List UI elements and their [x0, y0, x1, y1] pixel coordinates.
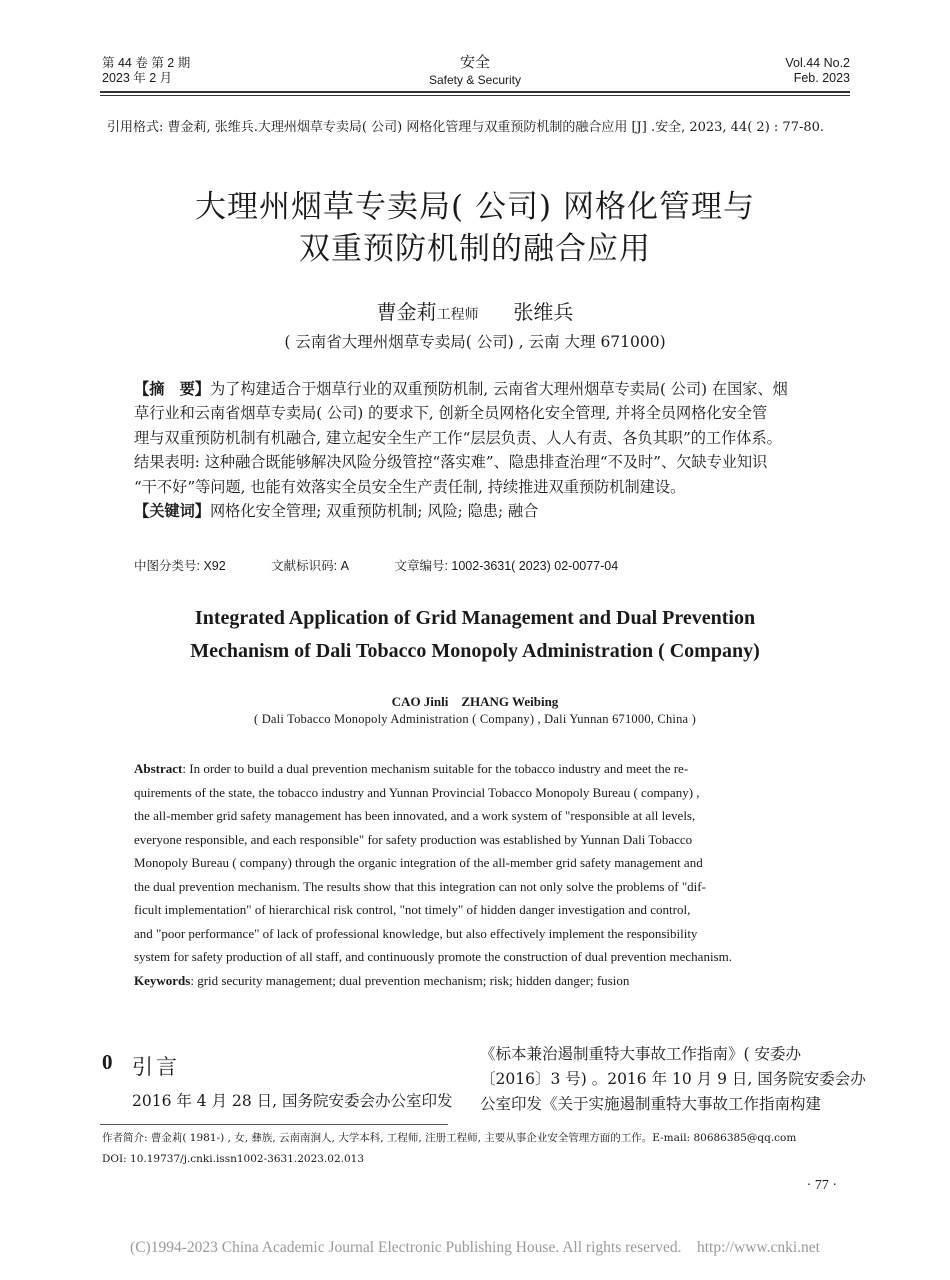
abstract-cn-line: “干不好”等问题, 也能有效落实全员安全生产责任制, 持续推进双重预防机制建设。 — [134, 477, 686, 496]
abstract-en-line: ficult implementation" of hierarchical risk control, "not timely" of hidden danger investigation and control, — [134, 902, 691, 917]
copyright-notice: (C)1994-2023 China Academic Journal Electronic Publishing House. All rights reserved. http://www.cnki.net — [130, 1239, 820, 1256]
abstract-cn — [134, 377, 834, 523]
document-code: 文献标识码: A — [271, 559, 349, 573]
author-1-role: 工程师 — [436, 307, 479, 323]
footnote-author-info: 作者简介: 曹金莉( 1981-) , 女, 彝族, 云南南涧人, 大学本科, 工程师, 注册工程师, 主要从事企业安全管理方面的工作。E-mail: 80686385@qq.com — [102, 1132, 797, 1144]
title-cn — [0, 186, 950, 270]
abstract-en-line: the dual prevention mechanism. The results show that this integration can not only solve the problems of "dif- — [134, 878, 706, 894]
body-right-line: 〔2016〕3 号) 。2016 年 10 月 9 日, 国务院安委会办 — [480, 1070, 866, 1088]
date-en: Feb. 2023 — [793, 71, 850, 85]
authors-cn — [0, 299, 950, 328]
volume-cn: 第 44 卷 第 2 期 — [102, 56, 191, 70]
abstract-cn-label: 【摘 要】 — [134, 380, 210, 398]
title-en-line-1: Integrated Application of Grid Management and Dual Prevention — [194, 607, 756, 629]
authors-en: CAO Jinli ZHANG Weibing — [391, 694, 559, 709]
title-cn-line-2: 双重预防机制的融合应用 — [299, 231, 651, 267]
header-rule-thin — [100, 95, 850, 96]
author-2-name: 张维兵 — [513, 300, 574, 324]
date-cn: 2023 年 2 月 — [102, 71, 173, 85]
volume-en: Vol.44 No.2 — [785, 56, 850, 70]
abstract-cn-line: 草行业和云南省烟草专卖局( 公司) 的要求下, 创新全员网格化安全管理, 并将全员网格化安全管 — [134, 404, 768, 423]
abstract-en-line: the all-member grid safety management has been innovated, and a work system of "responsible at all levels, — [134, 808, 696, 823]
abstract-en — [134, 757, 818, 992]
header-rule-thick — [100, 91, 850, 93]
keywords-cn: 网格化安全管理; 双重预防机制; 风险; 隐患; 融合 — [209, 502, 539, 521]
abstract-cn-line: 为了构建适合于烟草行业的双重预防机制, 云南省大理州烟草专卖局( 公司) 在国家、烟 — [209, 380, 788, 398]
clc-number: 中图分类号: X92 — [134, 559, 226, 573]
classification-line — [134, 556, 660, 574]
page-number: · 77 · — [806, 1178, 837, 1193]
citation-format: 引用格式: 曹金莉, 张维兵.大理州烟草专卖局( 公司) 网格化管理与双重预防机制的融合应用 [J] .安全, 2023, 44( 2) : 77-80. — [107, 120, 825, 135]
footnote-doi: DOI: 10.19737/j.cnki.issn1002-3631.2023.02.013 — [102, 1153, 365, 1165]
keywords-cn-label: 【关键词】 — [134, 502, 210, 521]
author-1-name: 曹金莉 — [376, 300, 437, 324]
title-cn-line-1: 大理州烟草专卖局( 公司) 网格化管理与 — [195, 189, 755, 225]
abstract-en-label: Abstract — [134, 761, 183, 776]
journal-name-en: Safety & Security — [428, 73, 522, 87]
abstract-en-line: : In order to build a dual prevention mechanism suitable for the tobacco industry and meet the re- — [182, 761, 689, 776]
journal-name-cn: 安全 — [459, 54, 490, 71]
body-right-line: 公室印发《关于实施遏制重特大事故工作指南构建 — [480, 1095, 822, 1113]
article-number: 文章编号: 1002-3631( 2023) 02-0077-04 — [394, 559, 619, 573]
affiliation-en: ( Dali Tobacco Monopoly Administration ( Company) , Dali Yunnan 671000, China ) — [254, 712, 696, 726]
body-text-right — [480, 1042, 866, 1117]
body-text-left: 2016 年 4 月 28 日, 国务院安委会办公室印发 — [132, 1092, 453, 1110]
abstract-cn-line: 结果表明: 这种融合既能够解决风险分级管控“落实难”、隐患排查治理“不及时”、欠缺专业知识 — [134, 453, 768, 472]
header-right — [785, 56, 850, 86]
abstract-en-line: everyone responsible, and each responsible" for safety production was established by Yunnan Dali Tobacco — [134, 831, 693, 847]
title-en-line-2: Mechanism of Dali Tobacco Monopoly Administration ( Company) — [190, 640, 760, 662]
abstract-en-line: Monopoly Bureau ( company) through the organic integration of the all-member grid safety management and — [134, 855, 703, 870]
footnote-rule — [100, 1124, 448, 1125]
keywords-en-label: Keywords — [134, 972, 191, 988]
section-title: 引言 — [132, 1055, 180, 1079]
abstract-en-line: and "poor performance" of lack of professional knowledge, but also effectively implement the responsibility — [134, 925, 698, 941]
abstract-en-line: quirements of the state, the tobacco industry and Yunnan Provincial Tobacco Monopoly Bureau ( company) , — [134, 784, 700, 800]
section-number: 0 — [102, 1050, 113, 1074]
body-right-line: 《标本兼治遏制重特大事故工作指南》( 安委办 — [480, 1045, 801, 1063]
affiliation-cn: ( 云南省大理州烟草专卖局( 公司) , 云南 大理 671000) — [284, 333, 666, 351]
abstract-cn-line: 理与双重预防机制有机融合, 建立起安全生产工作“层层负责、人人有责、各负其职”的工作体系。 — [134, 428, 782, 447]
keywords-en: : grid security management; dual prevention mechanism; risk; hidden danger; fusion — [190, 972, 630, 988]
title-en — [0, 602, 950, 668]
abstract-en-line: system for safety production of all staff, and continuously promote the construction of dual prevention mechanism. — [134, 949, 732, 964]
